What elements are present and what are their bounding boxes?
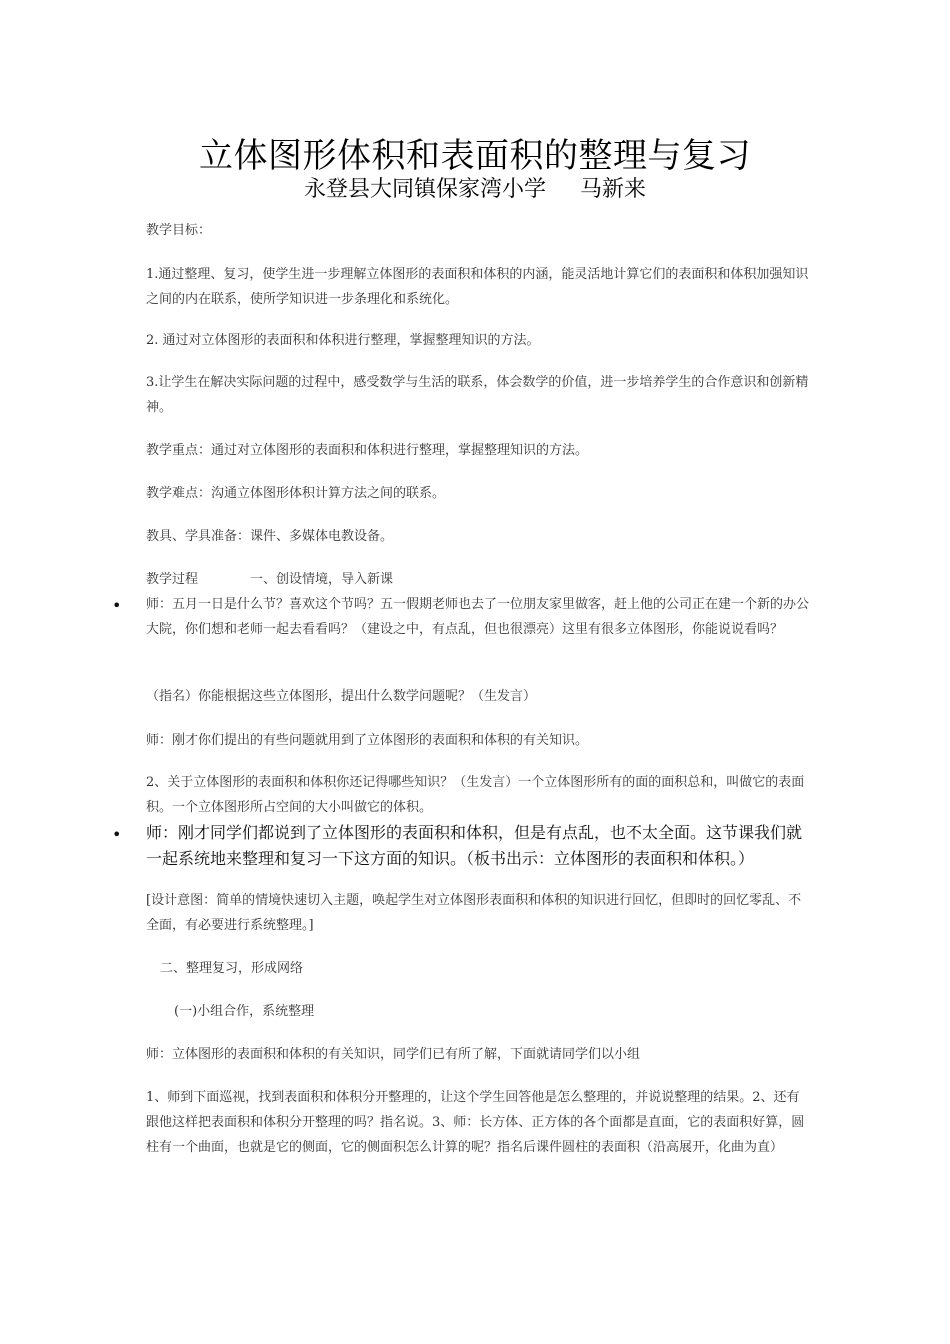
bullet-paragraph-2: 师：刚才同学们都说到了立体图形的表面积和体积，但是有点乱，也不太全面。这节课我们就一起系统地来整理和复习一下这方面的知识。（板书出示：立体图形的表面积和体积。） <box>146 823 803 868</box>
materials: 教具、学具准备：课件、多媒体电教设备。 <box>146 529 394 544</box>
difficulty: 教学难点：沟通立体图形体积计算方法之间的联系。 <box>146 486 446 501</box>
section-2-heading: 二、整理复习，形成网络 <box>160 961 304 976</box>
section-1-heading: 一、创设情境，导入新课 <box>250 572 394 587</box>
document-title: 立体图形体积和表面积的整理与复习 <box>199 136 751 176</box>
school-name: 永登县大同镇保家湾小学 <box>303 177 546 202</box>
prompt-paragraph: （指名）你能根据这些立体图形，提出什么数学问题呢？（生发言） <box>146 689 537 704</box>
key-point: 教学重点：通过对立体图形的表面积和体积进行整理，掌握整理知识的方法。 <box>146 443 589 458</box>
author-name: 马新来 <box>580 177 647 202</box>
bullet-icon: • <box>112 825 122 844</box>
process-line <box>146 567 810 592</box>
document-subtitle <box>0 172 950 203</box>
teacher-paragraph-2: 师：立体图形的表面积和体积的有关知识，同学们已有所了解，下面就请同学们以小组 <box>146 1047 641 1062</box>
objective-1: 1.通过整理、复习，使学生进一步理解立体图形的表面积和体积的内涵，能灵活地计算它们的表面积和体积加强知识之间的内在联系，使所学知识进一步条理化和系统化。 <box>146 267 809 307</box>
objectives-heading: 教学目标： <box>146 223 212 238</box>
teacher-paragraph-1: 师：刚才你们提出的有些问题就用到了立体图形的表面积和体积的有关知识。 <box>146 733 589 748</box>
bullet-icon: • <box>112 596 122 615</box>
bullet-paragraph-1: 师：五月一日是什么节？喜欢这个节吗？五一假期老师也去了一位朋友家里做客，赶上他的公司正在建一个新的办公大院，你们想和老师一起去看看吗？（建设之中，有点乱，但也很漂亮）这里有很多立体图形，你能说说看吗？ <box>146 597 810 637</box>
process-label: 教学过程 <box>146 572 199 587</box>
item-2-paragraph: 2、关于立体图形的表面积和体积你还记得哪些知识？（生发言）一个立体图形所有的面的面积总和，叫做它的表面积。一个立体图形所占空间的大小叫做它的体积。 <box>146 775 805 815</box>
objective-3: 3.让学生在解决实际问题的过程中，感受数学与生活的联系，体会数学的价值，进一步培养学生的合作意识和创新精神。 <box>146 375 809 415</box>
steps-paragraph: 1、师到下面巡视，找到表面积和体积分开整理的，让这个学生回答他是怎么整理的，并说说整理的结果。2、还有跟他这样把表面积和体积分开整理的吗？指名说。3、师：长方体、正方体的各个面都是直面，它的表面积好算，圆柱有一个曲面，也就是它的侧面，它的侧面积怎么计算的呢？指名后课件圆柱的表面积（沿高展开，化曲为直） <box>146 1090 805 1155</box>
design-note: [设计意图：简单的情境快速切入主题，唤起学生对立体图形表面积和体积的知识进行回忆，但即时的回忆零乱、不全面，有必要进行系统整理。] <box>146 893 802 933</box>
subsection-1-heading: (一)小组合作，系统整理 <box>174 1004 315 1019</box>
objective-2: 2. 通过对立体图形的表面积和体积进行整理，掌握整理知识的方法。 <box>146 333 540 348</box>
